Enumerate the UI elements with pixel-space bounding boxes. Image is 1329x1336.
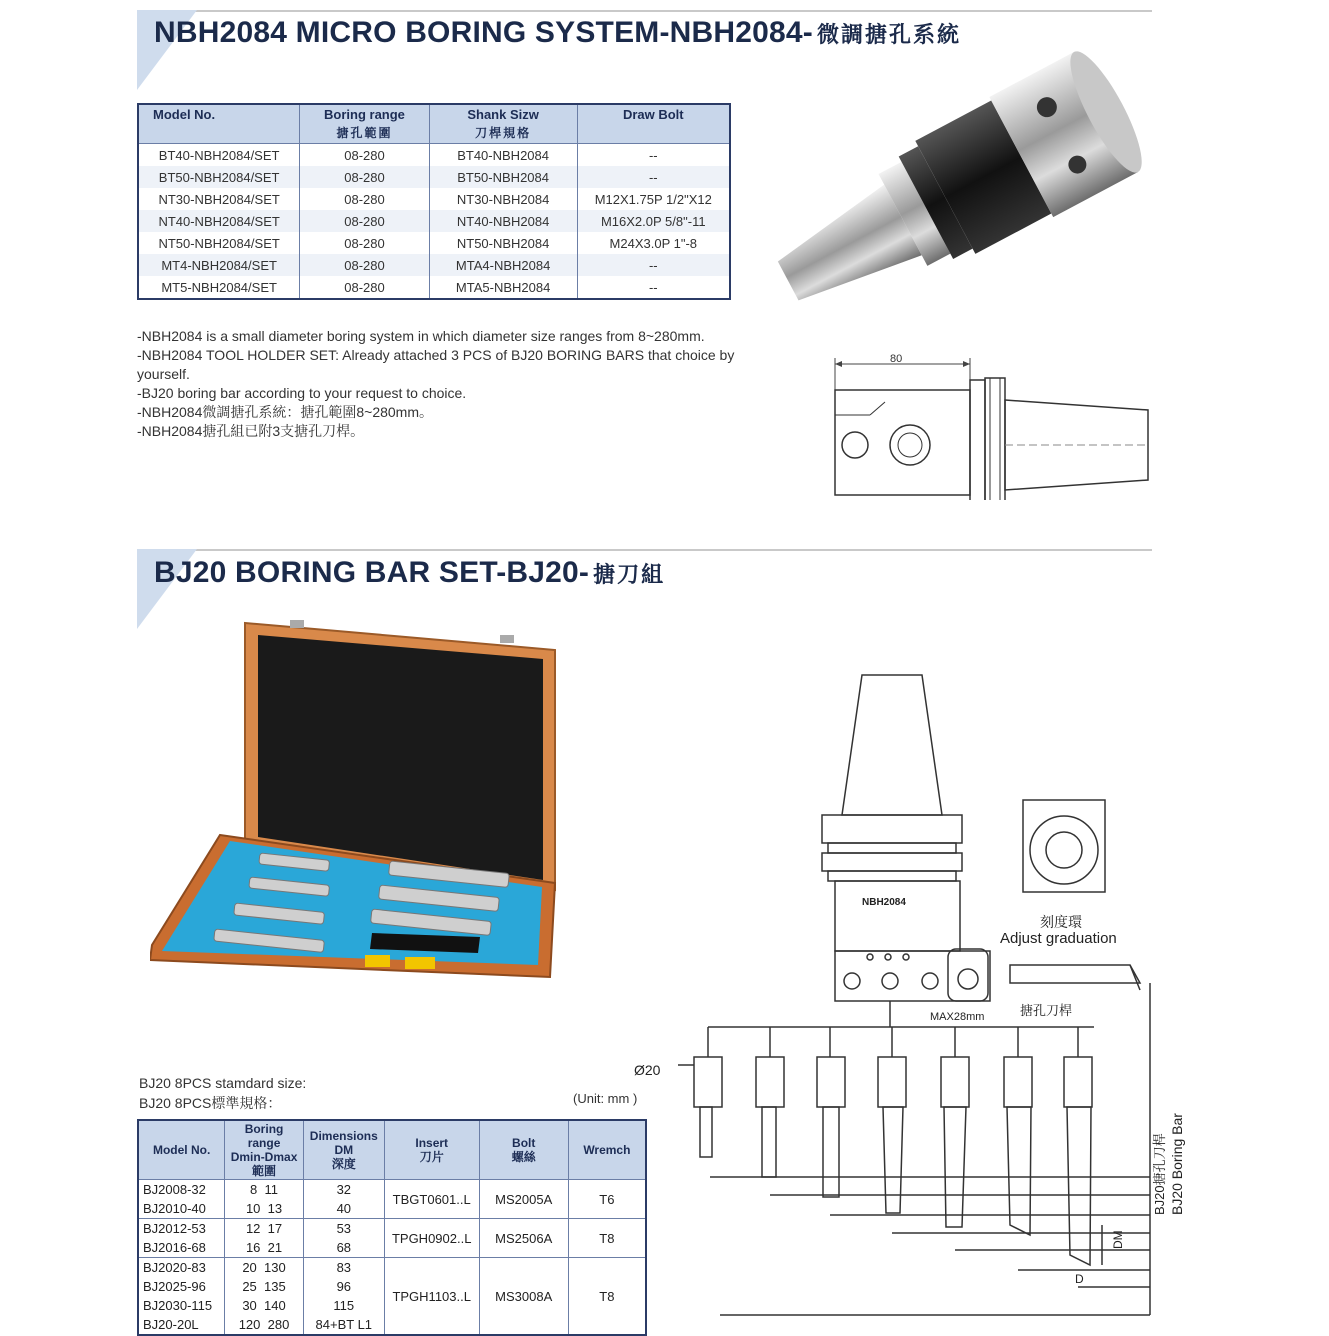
section1-title-cn: 微調搪孔系統 bbox=[817, 22, 962, 47]
table-row: BJ2008-32 8 11 32 TBGT0601..L MS2005A T6 bbox=[138, 1180, 646, 1200]
bj-table-header bbox=[138, 1120, 646, 1180]
header-rule-section2 bbox=[137, 549, 1152, 551]
dm-label: DM bbox=[1111, 1230, 1125, 1249]
max-label: MAX28mm bbox=[930, 1011, 985, 1023]
adjust-label-en: Adjust graduation bbox=[1000, 930, 1117, 947]
table-row: BJ2010-40 10 13 40 bbox=[138, 1199, 646, 1219]
std-size-en: BJ20 8PCS stamdard size: bbox=[139, 1075, 307, 1091]
bj20-assembly-diagram bbox=[630, 665, 1190, 1325]
note-line: -NBH2084 is a small diameter boring system in which diameter size ranges from 8~280mm. bbox=[137, 328, 705, 344]
std-size-cn: BJ20 8PCS標準規格： bbox=[139, 1095, 282, 1111]
side-label-en: BJ20 Boring Bar bbox=[1169, 1113, 1185, 1215]
col-insert: Insert 刀片 bbox=[384, 1120, 479, 1180]
col-bolt: Bolt 螺絲 bbox=[479, 1120, 568, 1180]
table-row: BJ2030-115 30 140 115 bbox=[138, 1296, 646, 1315]
nbh2084-line-drawing bbox=[830, 350, 1155, 500]
table-row: NT50-NBH2084/SET 08-280 NT50-NBH2084 M24X3.0P 1"-8 bbox=[138, 232, 730, 254]
dia-label: Ø20 bbox=[634, 1062, 661, 1078]
note-line: -NBH2084微調搪孔系統：搪孔範圍8~280mm。 bbox=[137, 404, 434, 420]
table-row: BJ20-20L 120 280 84+BT L1 bbox=[138, 1315, 646, 1335]
section2-title bbox=[154, 556, 665, 590]
section2-title-cn: 搪刀組 bbox=[593, 562, 666, 587]
holder-label: NBH2084 bbox=[862, 897, 906, 908]
bj20-spec-table bbox=[137, 1119, 647, 1336]
table-row: BJ2025-96 25 135 96 bbox=[138, 1277, 646, 1296]
side-label-cn: BJ20搪孔刀桿 bbox=[1152, 1133, 1167, 1215]
table-row: NT30-NBH2084/SET 08-280 NT30-NBH2084 M12X1.75P 1/2"X12 bbox=[138, 188, 730, 210]
header-rule-top bbox=[137, 10, 1152, 12]
note-line: -NBH2084 TOOL HOLDER SET: Already attached 3 PCS of BJ20 BORING BARS that choice by yourself. bbox=[137, 347, 735, 382]
col-dimensions: Dimensions DM 深度 bbox=[303, 1120, 384, 1180]
section2-title-en: BJ20 BORING BAR SET-BJ20- bbox=[154, 556, 590, 589]
section1-title-en: NBH2084 MICRO BORING SYSTEM-NBH2084- bbox=[154, 16, 813, 49]
d-label: D bbox=[1075, 1272, 1084, 1286]
nbh2084-spec-table bbox=[137, 103, 731, 300]
note-line: -BJ20 boring bar according to your request to choice. bbox=[137, 385, 467, 401]
table-row: MT5-NBH2084/SET 08-280 MTA5-NBH2084 -- bbox=[138, 276, 730, 299]
table-row: BT40-NBH2084/SET 08-280 BT40-NBH2084 -- bbox=[138, 144, 730, 167]
col-draw-bolt: Draw Bolt bbox=[577, 104, 730, 144]
col-shank-size: Shank Sizw 刀桿規格 bbox=[429, 104, 577, 144]
bj20-boring-bar-case-photo bbox=[150, 615, 560, 1000]
table-row: MT4-NBH2084/SET 08-280 MTA4-NBH2084 -- bbox=[138, 254, 730, 276]
nbh2084-holder-photo bbox=[745, 40, 1165, 335]
table-row: NT40-NBH2084/SET 08-280 NT40-NBH2084 M16X2.0P 5/8"-11 bbox=[138, 210, 730, 232]
note-line: -NBH2084搪孔組已附3支搪孔刀桿。 bbox=[137, 423, 365, 439]
col-boring-range: Boring range 搪孔範圍 bbox=[300, 104, 429, 144]
unit-label: (Unit: mm ) bbox=[573, 1091, 638, 1106]
col-model: Model No. bbox=[138, 1120, 225, 1180]
nbh2084-notes bbox=[137, 327, 737, 441]
col-model-no: Model No. bbox=[138, 104, 300, 144]
col-wrench: Wremch bbox=[568, 1120, 646, 1180]
table-row: BJ2012-53 12 17 53 TPGH0902..L MS2506A T8 bbox=[138, 1219, 646, 1239]
bar-label-cn: 搪孔刀桿 bbox=[1020, 1003, 1073, 1018]
table-row: BT50-NBH2084/SET 08-280 BT50-NBH2084 -- bbox=[138, 166, 730, 188]
adjust-label-cn: 刻度環 bbox=[1040, 914, 1082, 930]
drawing-dim-label: 80 bbox=[890, 353, 903, 365]
spec-table-header bbox=[138, 104, 730, 144]
table-row: BJ2016-68 16 21 68 bbox=[138, 1238, 646, 1258]
col-range: Boring range Dmin-Dmax 範圍 bbox=[225, 1120, 304, 1180]
table-row: BJ2020-83 20 130 83 TPGH1103..L MS3008A T8 bbox=[138, 1258, 646, 1278]
